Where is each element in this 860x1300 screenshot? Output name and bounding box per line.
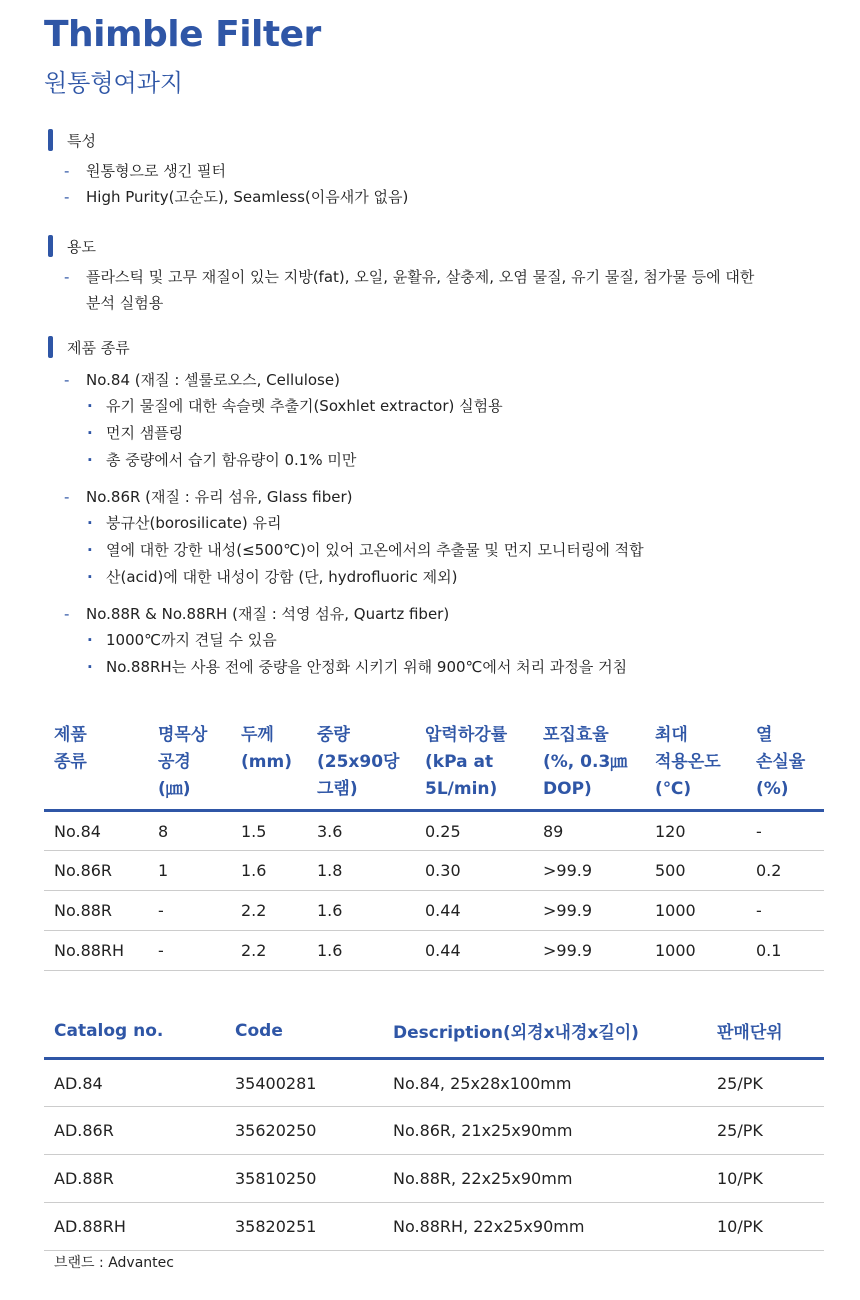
column-header: Code (235, 1020, 283, 1041)
bullet-marker: · (87, 631, 93, 649)
table-cell: >99.9 (533, 931, 645, 971)
section-marker (48, 235, 53, 257)
table-cell: 35400281 (225, 1059, 383, 1107)
table-cell: 120 (645, 811, 746, 851)
table-cell: - (746, 811, 824, 851)
bullet-item: · 먼지 샘플링 (48, 420, 644, 447)
table-cell: No.88R, 22x25x90mm (383, 1155, 707, 1203)
table-cell: 2.2 (231, 891, 307, 931)
column-header: 열 손실율 (%) (756, 725, 806, 799)
column-header: Description(외경x내경x길이) (393, 1023, 639, 1043)
spec-table (44, 722, 824, 971)
features-section (48, 128, 408, 210)
column-header: 최대 적용온도 (℃) (655, 725, 721, 799)
column-header: 판매단위 (717, 1023, 783, 1043)
table-cell: 1.6 (307, 891, 415, 931)
bullet-marker: · (87, 658, 93, 676)
table-cell: 1000 (645, 891, 746, 931)
table-cell: - (148, 891, 231, 931)
column-header: 두께 (mm) (241, 725, 292, 772)
page-title: Thimble Filter (44, 14, 321, 55)
list-item: - 플라스틱 및 고무 재질이 있는 지방(fat), 오일, 윤활유, 살충제, 오염 물질, 유기 물질, 첨가물 등에 대한 (48, 264, 754, 290)
column-header: 제품 종류 (54, 725, 87, 772)
column-header: 중량 (25x90당 그램) (317, 725, 400, 799)
table-cell: - (148, 931, 231, 971)
table-cell: 0.2 (746, 851, 824, 891)
column-header: Catalog no. (54, 1020, 164, 1041)
bullet-item: · 1000℃까지 견딜 수 있음 (48, 627, 644, 654)
page-subtitle: 원통형여과지 (44, 69, 184, 97)
table-cell: 0.44 (415, 891, 533, 931)
column-header: 압력하강률 (kPa at 5L/min) (425, 725, 508, 799)
table-cell: 89 (533, 811, 645, 851)
bullet-marker: · (87, 541, 93, 559)
table-cell: 2.2 (231, 931, 307, 971)
section-marker (48, 129, 53, 151)
bullet-marker: · (87, 568, 93, 586)
bullet-item: · No.88RH는 사용 전에 중량을 안정화 시키기 위해 900℃에서 처리 과정을 거침 (48, 654, 644, 681)
table-row (44, 1203, 824, 1251)
list-item: - High Purity(고순도), Seamless(이음새가 없음) (48, 184, 408, 210)
table-cell: >99.9 (533, 851, 645, 891)
column-header: 포집효율 (%, 0.3㎛ DOP) (543, 725, 628, 799)
product-group-title: - No.88R & No.88RH (재질 : 석영 섬유, Quartz fiber) (48, 601, 644, 627)
usage-section (48, 234, 754, 316)
table-cell: AD.84 (44, 1059, 225, 1107)
bullet-item: · 총 중량에서 습기 함유량이 0.1% 미만 (48, 447, 644, 474)
product-types-header (48, 335, 644, 359)
table-cell: 35810250 (225, 1155, 383, 1203)
table-row (44, 1155, 824, 1203)
product-group-title: - No.84 (재질 : 셀룰로오스, Cellulose) (48, 367, 644, 393)
table-cell: 35620250 (225, 1107, 383, 1155)
table-row (44, 1107, 824, 1155)
table-row (44, 1059, 824, 1107)
table-cell: 25/PK (707, 1059, 824, 1107)
table-cell: 500 (645, 851, 746, 891)
table-cell: No.88RH, 22x25x90mm (383, 1203, 707, 1251)
table-cell: 0.1 (746, 931, 824, 971)
product-group-no88r (48, 601, 644, 681)
table-cell: 0.30 (415, 851, 533, 891)
table-cell: >99.9 (533, 891, 645, 931)
catalog-table (44, 1018, 824, 1251)
section-marker (48, 336, 53, 358)
product-group-title: - No.86R (재질 : 유리 섬유, Glass fiber) (48, 484, 644, 510)
table-cell: 3.6 (307, 811, 415, 851)
bullet-item: · 산(acid)에 대한 내성이 강함 (단, hydrofluoric 제외) (48, 564, 644, 591)
spec-header-row (44, 722, 824, 811)
table-cell: No.84, 25x28x100mm (383, 1059, 707, 1107)
product-group-no86r (48, 484, 644, 591)
bullet-item: · 열에 대한 강한 내성(≤500℃)이 있어 고온에서의 추출물 및 먼지 모니터링에 적합 (48, 537, 644, 564)
table-cell: AD.88R (44, 1155, 225, 1203)
dash-marker: - (64, 605, 70, 623)
table-row (44, 811, 824, 851)
table-cell: 1.6 (307, 931, 415, 971)
table-row (44, 891, 824, 931)
table-row (44, 931, 824, 971)
bullet-marker: · (87, 424, 93, 442)
list-item: - 원통형으로 생긴 필터 (48, 158, 408, 184)
table-cell: 8 (148, 811, 231, 851)
table-cell: 0.44 (415, 931, 533, 971)
table-cell: AD.88RH (44, 1203, 225, 1251)
table-cell: No.88RH (44, 931, 148, 971)
table-row (44, 851, 824, 891)
dash-marker: - (64, 162, 70, 180)
table-cell: 1.6 (231, 851, 307, 891)
table-cell: 35820251 (225, 1203, 383, 1251)
features-header (48, 128, 408, 152)
table-cell: 10/PK (707, 1203, 824, 1251)
table-cell: 1.8 (307, 851, 415, 891)
features-label: 특성 (67, 131, 96, 150)
product-types-section (48, 335, 644, 681)
usage-header (48, 234, 754, 258)
brand-note: 브랜드 : Advantec (54, 1255, 174, 1271)
bullet-marker: · (87, 451, 93, 469)
dash-marker: - (64, 488, 70, 506)
list-item-continuation: 분석 실험용 (86, 294, 164, 312)
table-cell: - (746, 891, 824, 931)
table-cell: No.86R (44, 851, 148, 891)
dash-marker: - (64, 268, 70, 286)
catalog-header-row (44, 1018, 824, 1059)
table-cell: 10/PK (707, 1155, 824, 1203)
table-cell: 1000 (645, 931, 746, 971)
usage-label: 용도 (67, 237, 96, 256)
bullet-marker: · (87, 514, 93, 532)
table-cell: No.84 (44, 811, 148, 851)
product-types-label: 제품 종류 (67, 338, 130, 357)
product-group-no84 (48, 367, 644, 474)
table-cell: 25/PK (707, 1107, 824, 1155)
table-cell: AD.86R (44, 1107, 225, 1155)
table-cell: No.88R (44, 891, 148, 931)
column-header: 명목상 공경 (㎛) (158, 725, 208, 799)
dash-marker: - (64, 188, 70, 206)
dash-marker: - (64, 371, 70, 389)
bullet-item: · 붕규산(borosilicate) 유리 (48, 510, 644, 537)
table-cell: 0.25 (415, 811, 533, 851)
bullet-item: · 유기 물질에 대한 속슬렛 추출기(Soxhlet extractor) 실험용 (48, 393, 644, 420)
table-cell: No.86R, 21x25x90mm (383, 1107, 707, 1155)
bullet-marker: · (87, 397, 93, 415)
table-cell: 1.5 (231, 811, 307, 851)
table-cell: 1 (148, 851, 231, 891)
